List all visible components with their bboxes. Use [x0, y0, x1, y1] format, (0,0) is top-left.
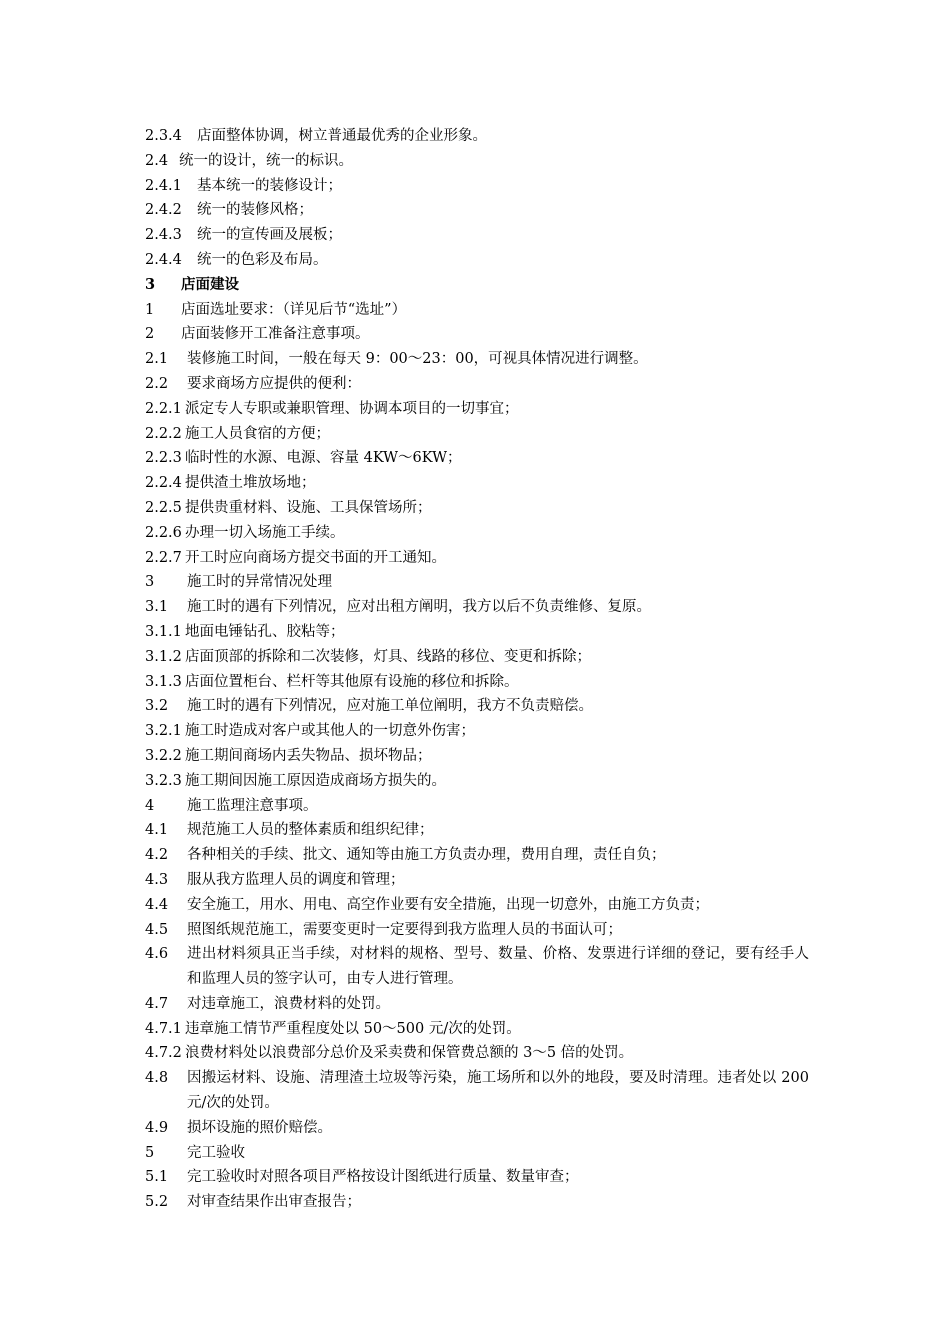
- list-item: [145, 322, 810, 347]
- item-number: 2.2.1: [145, 400, 182, 417]
- list-item: [145, 1116, 810, 1141]
- document-body: [145, 124, 810, 1215]
- list-item: [145, 918, 810, 943]
- list-item: [145, 496, 810, 521]
- item-number: 2.4.3: [145, 227, 182, 244]
- list-item: [145, 546, 810, 571]
- section-number: 3: [145, 275, 156, 293]
- item-text: 开工时应向商场方提交书面的开工通知。: [185, 549, 446, 566]
- item-text: 统一的宣传画及展板；: [197, 227, 342, 244]
- list-item: [145, 694, 810, 719]
- item-text: 施工期间商场内丢失物品、损坏物品；: [185, 747, 432, 764]
- item-text: 派定专人专职或兼职管理、协调本项目的一切事宜；: [185, 400, 519, 417]
- item-text: 统一的色彩及布局。: [197, 251, 328, 268]
- section-title: 店面建设: [181, 275, 239, 293]
- item-text: 服从我方监理人员的调度和管理；: [187, 871, 405, 888]
- list-item: [145, 446, 810, 471]
- item-text: 店面顶部的拆除和二次装修，灯具、线路的移位、变更和拆除；: [185, 648, 591, 665]
- item-text: 店面装修开工准备注意事项。: [181, 326, 370, 343]
- list-item: [145, 1190, 810, 1215]
- item-number: 2.2.3: [145, 450, 182, 467]
- item-number: 4.5: [145, 921, 169, 938]
- item-text: 施工人员食宿的方便；: [185, 425, 330, 442]
- item-text: 施工时的异常情况处理: [187, 574, 332, 591]
- item-number: 2.2: [145, 375, 169, 392]
- item-text: 进出材料须具正当手续，对材料的规格、型号、数量、价格、发票进行详细的登记，要有经手人和监理人员的签字认可，由专人进行管理。: [187, 946, 809, 988]
- list-item: [145, 570, 810, 595]
- item-number: 4.7.2: [145, 1045, 182, 1062]
- item-number: 2.2.7: [145, 549, 182, 566]
- list-item: [145, 620, 810, 645]
- item-number: 3.1.2: [145, 648, 182, 665]
- list-item: [145, 298, 810, 323]
- list-item: [145, 1066, 810, 1116]
- list-item: [145, 1165, 810, 1190]
- item-number: 2.2.5: [145, 499, 182, 516]
- item-text: 地面电锤钻孔、胶粘等；: [185, 623, 345, 640]
- list-item: [145, 893, 810, 918]
- item-number: 3.2.1: [145, 723, 182, 740]
- item-number: 1: [145, 301, 155, 318]
- item-number: 3.1: [145, 599, 169, 616]
- list-item: [145, 1041, 810, 1066]
- item-number: 5: [145, 1144, 155, 1161]
- list-item: [145, 372, 810, 397]
- list-item: [145, 794, 810, 819]
- list-item: [145, 1141, 810, 1166]
- list-item: [145, 223, 810, 248]
- list-item: [145, 174, 810, 199]
- item-text: 对违章施工，浪费材料的处罚。: [187, 995, 390, 1012]
- item-number: 3.2: [145, 698, 169, 715]
- item-number: 2.4.1: [145, 177, 182, 194]
- item-number: 2.3.4: [145, 128, 182, 144]
- item-text: 店面选址要求：（详见后节“选址”）: [181, 301, 407, 318]
- item-number: 2.4.4: [145, 251, 182, 268]
- list-item: [145, 670, 810, 695]
- item-number: 2.1: [145, 351, 169, 368]
- section-heading: [145, 273, 810, 298]
- item-text: 各种相关的手续、批文、通知等由施工方负责办理，费用自理，责任自负；: [187, 847, 666, 864]
- item-text: 临时性的水源、电源、容量 4KW～6KW；: [185, 450, 462, 467]
- list-item: [145, 397, 810, 422]
- list-item: [145, 719, 810, 744]
- item-text: 店面位置柜台、栏杆等其他原有设施的移位和拆除。: [185, 673, 519, 690]
- item-text: 照图纸规范施工，需要变更时一定要得到我方监理人员的书面认可；: [187, 921, 622, 938]
- item-number: 2.2.6: [145, 524, 182, 541]
- item-number: 4.1: [145, 822, 169, 839]
- list-item: [145, 769, 810, 794]
- item-number: 4.3: [145, 871, 169, 888]
- item-number: 3.1.1: [145, 623, 182, 640]
- item-text: 完工验收: [187, 1144, 245, 1161]
- list-item: [145, 1017, 810, 1042]
- item-number: 5.1: [145, 1169, 169, 1186]
- item-text: 施工监理注意事项。: [187, 797, 318, 814]
- item-number: 4.7: [145, 995, 169, 1012]
- item-number: 3.2.2: [145, 747, 182, 764]
- item-number: 4.9: [145, 1119, 169, 1136]
- item-text: 完工验收时对照各项目严格按设计图纸进行质量、数量审查；: [187, 1169, 579, 1186]
- item-text: 施工时的遇有下列情况，应对出租方阐明，我方以后不负责维修、复原。: [187, 599, 651, 616]
- item-text: 基本统一的装修设计；: [197, 177, 342, 194]
- item-number: 3: [145, 574, 155, 591]
- item-text: 提供渣土堆放场地；: [185, 475, 316, 492]
- item-number: 4.2: [145, 847, 169, 864]
- item-text: 施工时的遇有下列情况，应对施工单位阐明，我方不负责赔偿。: [187, 698, 593, 715]
- item-text: 提供贵重材料、设施、工具保管场所；: [185, 499, 432, 516]
- item-text: 要求商场方应提供的便利：: [187, 375, 361, 392]
- item-text: 装修施工时间，一般在每天 9：00～23：00，可视具体情况进行调整。: [187, 351, 648, 368]
- list-item: [145, 868, 810, 893]
- item-text: 施工时造成对客户或其他人的一切意外伤害；: [185, 723, 475, 740]
- item-number: 3.2.3: [145, 772, 182, 789]
- list-item: [145, 595, 810, 620]
- item-number: 2.4: [145, 152, 169, 169]
- list-item: [145, 645, 810, 670]
- item-text: 办理一切入场施工手续。: [185, 524, 345, 541]
- item-number: 4.4: [145, 896, 169, 913]
- item-number: 5.2: [145, 1194, 169, 1211]
- item-number: 2.4.2: [145, 202, 182, 219]
- item-text: 损坏设施的照价赔偿。: [187, 1119, 332, 1136]
- item-text: 店面整体协调，树立普通最优秀的企业形象。: [197, 128, 487, 144]
- list-item: [145, 942, 810, 992]
- list-item: [145, 471, 810, 496]
- list-item: [145, 149, 810, 174]
- item-number: 4.6: [145, 946, 169, 963]
- item-number: 4.7.1: [145, 1020, 182, 1037]
- list-item: [145, 843, 810, 868]
- item-number: 2.2.4: [145, 475, 182, 492]
- item-text: 因搬运材料、设施、清理渣土垃圾等污染，施工场所和以外的地段，要及时清理。违者处以 200 元/次的处罚。: [187, 1070, 809, 1112]
- item-text: 规范施工人员的整体素质和组织纪律；: [187, 822, 434, 839]
- item-text: 施工期间因施工原因造成商场方损失的。: [185, 772, 446, 789]
- list-item: [145, 124, 810, 149]
- item-number: 2.2.2: [145, 425, 182, 442]
- list-item: [145, 347, 810, 372]
- item-text: 统一的设计，统一的标识。: [179, 152, 353, 169]
- list-item: [145, 422, 810, 447]
- list-item: [145, 198, 810, 223]
- item-number: 2: [145, 326, 155, 343]
- item-text: 统一的装修风格；: [197, 202, 313, 219]
- item-text: 对审查结果作出审查报告；: [187, 1194, 361, 1211]
- item-number: 4.8: [145, 1070, 169, 1087]
- item-number: 3.1.3: [145, 673, 182, 690]
- list-item: [145, 521, 810, 546]
- list-item: [145, 248, 810, 273]
- item-text: 安全施工，用水、用电、高空作业要有安全措施，出现一切意外，由施工方负责；: [187, 896, 709, 913]
- list-item: [145, 818, 810, 843]
- list-item: [145, 744, 810, 769]
- item-text: 违章施工情节严重程度处以 50～500 元/次的处罚。: [185, 1020, 521, 1037]
- list-item: [145, 992, 810, 1017]
- item-text: 浪费材料处以浪费部分总价及采卖费和保管费总额的 3～5 倍的处罚。: [185, 1045, 634, 1062]
- item-number: 4: [145, 797, 155, 814]
